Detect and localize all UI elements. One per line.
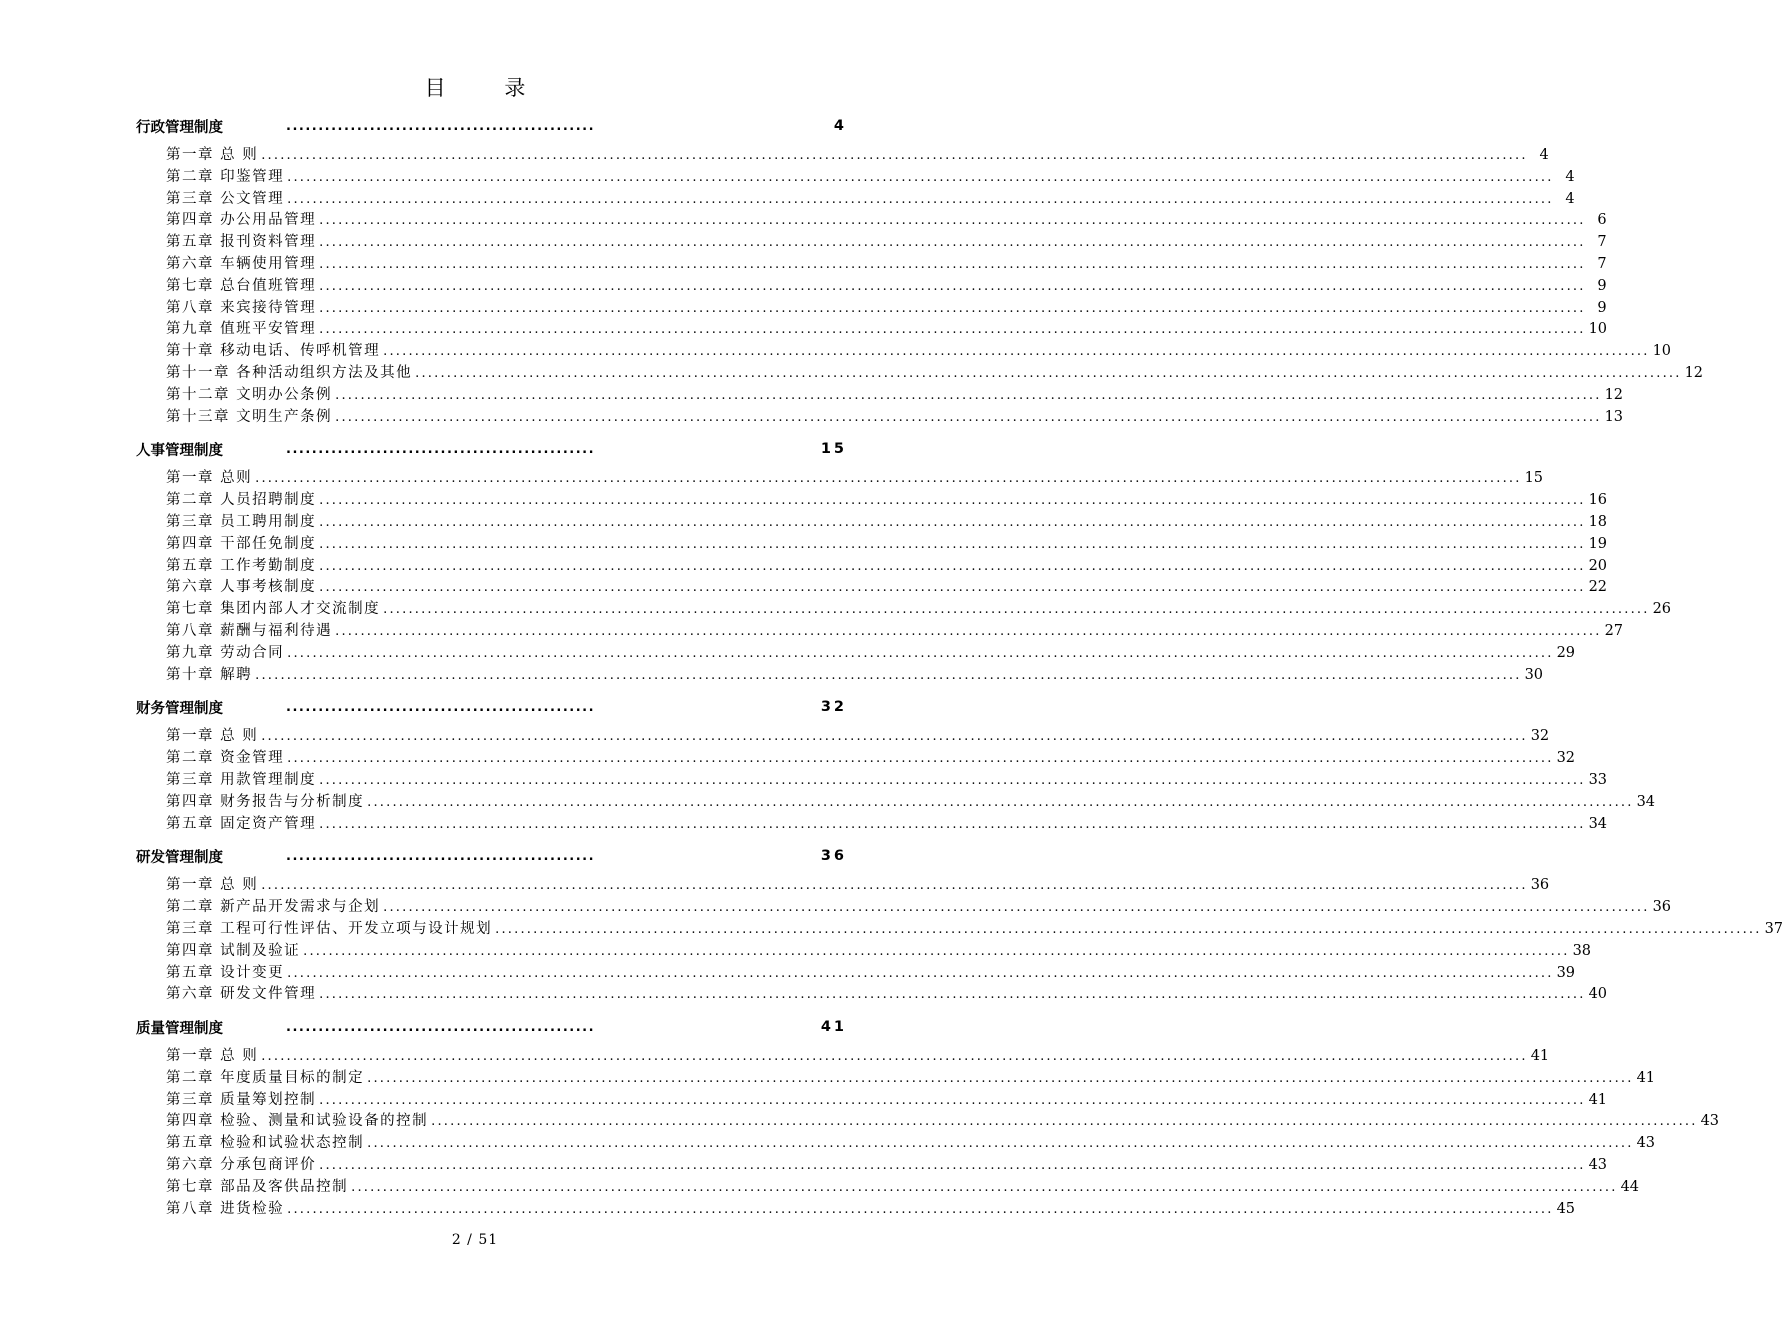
entry-page-number: 30: [1524, 666, 1544, 683]
dot-leader: ........................................................................................................................................................................................................: [319, 235, 1586, 251]
entry-page-number: 26: [1652, 601, 1672, 618]
toc-entry[interactable]: [136, 599, 1672, 621]
dot-leader: ........................................................................................................................................................................................................: [261, 729, 1528, 745]
toc-entry[interactable]: [136, 1111, 1720, 1133]
toc-entry[interactable]: [136, 814, 1608, 836]
toc-entry[interactable]: [136, 621, 1624, 643]
section-title: 行政管理制度: [136, 119, 223, 136]
dot-leader: ........................................................................................................................................................................................................: [287, 645, 1554, 661]
toc-entry[interactable]: [136, 1155, 1608, 1177]
entry-page-number: 44: [1620, 1178, 1640, 1195]
entry-title: 第四章 干部任免制度: [166, 535, 317, 552]
entry-title: 第一章 总则: [166, 470, 253, 487]
toc-entry[interactable]: [136, 512, 1608, 534]
entry-title: 第八章 薪酬与福利待遇: [166, 622, 333, 639]
entry-title: 第八章 进货检验: [166, 1200, 285, 1217]
dot-leader: ........................................................................................................................................................................................................: [319, 816, 1586, 832]
toc-entry[interactable]: [136, 189, 1575, 211]
toc-entry[interactable]: [136, 963, 1576, 985]
entry-page-number: 20: [1588, 557, 1608, 574]
entry-title: 第三章 员工聘用制度: [166, 513, 317, 530]
section-page-number: 32: [820, 699, 847, 716]
toc-entry[interactable]: [136, 941, 1592, 963]
dot-leader: ........................................................................................................................................................................................................: [255, 471, 1522, 487]
entry-title: 第一章 总 则: [166, 728, 259, 745]
dot-leader: ........................................................................................................................................................................................................: [319, 300, 1586, 316]
dot-leader: ........................................................................................................................................................................................................: [287, 965, 1554, 981]
section-title: 财务管理制度: [136, 700, 223, 717]
entry-page-number: 36: [1652, 899, 1672, 916]
page-title: 目 录: [424, 76, 552, 100]
dot-leader: ........................................................................................................................................................................................................: [319, 278, 1586, 294]
entry-page-number: 45: [1556, 1200, 1576, 1217]
entry-title: 第十章 移动电话、传呼机管理: [166, 343, 381, 360]
dot-leader: ........................................................................................................................................................................................................: [261, 1049, 1528, 1065]
page-number: 2 / 51: [451, 1232, 499, 1248]
entry-page-number: 10: [1588, 321, 1608, 338]
entry-page-number: 43: [1700, 1113, 1720, 1130]
section-page-number: 15: [820, 441, 847, 458]
dot-leader: ........................................................................................................................................................................................................: [261, 148, 1528, 163]
dot-leader: ........................................................................................................................................................................................................: [351, 1179, 1618, 1195]
dot-leader: ........................................................................................................................................................................................................: [319, 514, 1586, 530]
entry-page-number: 34: [1636, 793, 1656, 810]
entry-title: 第十章 解聘: [166, 666, 253, 683]
dot-leader: ........................................................................................................................................................................................................: [303, 943, 1570, 959]
section-page-number: 4: [833, 118, 847, 134]
entry-page-number: 33: [1588, 771, 1608, 788]
toc-entry-list: [136, 1046, 1720, 1220]
dot-leader: ........................................................................................................................................................................................................: [319, 987, 1586, 1003]
entry-page-number: 38: [1572, 942, 1592, 959]
toc-section-heading[interactable]: [136, 695, 847, 719]
dot-leader: ........................................................................................................................................................................................................: [287, 191, 1554, 207]
toc-entry[interactable]: [136, 643, 1576, 665]
dot-leader: ................................................: [286, 699, 596, 715]
entry-title: 第五章 固定资产管理: [166, 815, 317, 832]
toc-entry[interactable]: [136, 1133, 1656, 1155]
entry-page-number: 41: [1636, 1069, 1656, 1086]
toc-entry[interactable]: [136, 1046, 1550, 1068]
dot-leader: ........................................................................................................................................................................................................: [287, 751, 1554, 767]
entry-title: 第三章 用款管理制度: [166, 771, 317, 788]
entry-page-number: 9: [1597, 299, 1607, 316]
section-title: 质量管理制度: [136, 1020, 223, 1037]
dot-leader: ........................................................................................................................................................................................................: [431, 1114, 1698, 1130]
dot-leader: ........................................................................................................................................................................................................: [319, 772, 1586, 788]
toc-entry[interactable]: [136, 919, 1783, 941]
entry-page-number: 32: [1556, 750, 1576, 767]
toc-entry[interactable]: [136, 254, 1607, 276]
dot-leader: ........................................................................................................................................................................................................: [335, 623, 1602, 639]
entry-page-number: 18: [1588, 513, 1608, 530]
entry-page-number: 32: [1530, 728, 1550, 745]
toc-entry[interactable]: [136, 363, 1704, 385]
toc-section-heading[interactable]: [136, 844, 847, 868]
toc-entry-list: [136, 145, 1704, 428]
entry-title: 第六章 研发文件管理: [166, 986, 317, 1003]
dot-leader: ........................................................................................................................................................................................................: [287, 169, 1554, 185]
toc-entry-list: [136, 726, 1656, 835]
dot-leader: ........................................................................................................................................................................................................: [261, 878, 1528, 894]
entry-title: 第七章 集团内部人才交流制度: [166, 601, 381, 618]
entry-title: 第三章 工程可行性评估、开发立项与设计规划: [166, 920, 493, 937]
entry-page-number: 12: [1604, 386, 1624, 403]
entry-page-number: 13: [1604, 408, 1624, 425]
table-of-contents: [136, 114, 1783, 1229]
dot-leader: ........................................................................................................................................................................................................: [383, 602, 1650, 618]
section-title: 人事管理制度: [136, 442, 223, 459]
entry-title: 第七章 部品及客供品控制: [166, 1178, 349, 1195]
toc-entry[interactable]: [136, 984, 1608, 1006]
entry-page-number: 7: [1597, 255, 1607, 272]
section-page-number: 36: [820, 848, 847, 865]
dot-leader: ........................................................................................................................................................................................................: [319, 1158, 1586, 1174]
toc-entry[interactable]: [136, 1199, 1576, 1221]
dot-leader: ........................................................................................................................................................................................................: [367, 1070, 1634, 1086]
toc-entry[interactable]: [136, 407, 1624, 429]
entry-page-number: 12: [1684, 364, 1704, 381]
entry-page-number: 41: [1588, 1091, 1608, 1108]
toc-entry[interactable]: [136, 534, 1608, 556]
entry-title: 第四章 财务报告与分析制度: [166, 793, 365, 810]
entry-title: 第六章 人事考核制度: [166, 579, 317, 596]
toc-entry[interactable]: [136, 792, 1656, 814]
toc-entry-list: [136, 468, 1672, 686]
toc-entry[interactable]: [136, 1068, 1656, 1090]
dot-leader: ........................................................................................................................................................................................................: [255, 667, 1522, 683]
entry-page-number: 16: [1588, 492, 1608, 509]
toc-entry[interactable]: [136, 748, 1576, 770]
dot-leader: ........................................................................................................................................................................................................: [367, 1136, 1634, 1152]
dot-leader: ........................................................................................................................................................................................................: [319, 558, 1586, 574]
entry-title: 第五章 设计变更: [166, 964, 285, 981]
dot-leader: ........................................................................................................................................................................................................: [319, 256, 1586, 272]
entry-title: 第五章 工作考勤制度: [166, 557, 317, 574]
dot-leader: ........................................................................................................................................................................................................: [319, 536, 1586, 552]
toc-entry-list: [136, 875, 1783, 1006]
entry-page-number: 40: [1588, 986, 1608, 1003]
entry-page-number: 43: [1588, 1157, 1608, 1174]
dot-leader: ........................................................................................................................................................................................................: [383, 900, 1650, 916]
toc-entry[interactable]: [136, 726, 1550, 748]
toc-entry[interactable]: [136, 167, 1575, 189]
entry-title: 第二章 印鉴管理: [166, 168, 285, 185]
entry-page-number: 39: [1556, 964, 1576, 981]
entry-title: 第一章 总 则: [166, 147, 259, 163]
entry-title: 第十三章 文明生产条例: [166, 408, 333, 425]
toc-entry[interactable]: [136, 468, 1544, 490]
dot-leader: ........................................................................................................................................................................................................: [319, 1092, 1586, 1108]
toc-entry[interactable]: [136, 490, 1608, 512]
dot-leader: ........................................................................................................................................................................................................: [319, 322, 1586, 338]
entry-title: 第二章 资金管理: [166, 750, 285, 767]
section-title: 研发管理制度: [136, 849, 223, 866]
entry-page-number: 34: [1588, 815, 1608, 832]
entry-title: 第四章 试制及验证: [166, 942, 301, 959]
dot-leader: ........................................................................................................................................................................................................: [335, 409, 1602, 425]
dot-leader: ........................................................................................................................................................................................................: [415, 365, 1682, 381]
toc-entry[interactable]: [136, 298, 1607, 320]
dot-leader: ................................................: [286, 441, 596, 457]
section-page-number: 41: [820, 1019, 847, 1036]
entry-title: 第十一章 各种活动组织方法及其他: [166, 364, 413, 381]
entry-page-number: 15: [1524, 470, 1544, 487]
dot-leader: ................................................: [286, 848, 596, 864]
dot-leader: ........................................................................................................................................................................................................: [319, 580, 1586, 596]
dot-leader: ........................................................................................................................................................................................................: [319, 213, 1586, 229]
entry-title: 第九章 劳动合同: [166, 644, 285, 661]
dot-leader: ........................................................................................................................................................................................................: [383, 344, 1650, 360]
entry-title: 第四章 检验、测量和试验设备的控制: [166, 1113, 429, 1130]
entry-page-number: 10: [1652, 343, 1672, 360]
entry-title: 第五章 报刊资料管理: [166, 234, 317, 251]
entry-page-number: 9: [1597, 277, 1607, 294]
entry-title: 第五章 检验和试验状态控制: [166, 1135, 365, 1152]
dot-leader: ........................................................................................................................................................................................................: [367, 794, 1634, 810]
entry-title: 第四章 办公用品管理: [166, 212, 317, 229]
toc-entry[interactable]: [136, 385, 1624, 407]
entry-page-number: 22: [1588, 579, 1608, 596]
entry-page-number: 29: [1556, 644, 1576, 661]
entry-page-number: 41: [1530, 1048, 1550, 1065]
entry-title: 第三章 公文管理: [166, 190, 285, 207]
dot-leader: ........................................................................................................................................................................................................: [495, 921, 1762, 937]
dot-leader: ........................................................................................................................................................................................................: [287, 1201, 1554, 1217]
dot-leader: ................................................: [286, 1019, 596, 1035]
entry-title: 第八章 来宾接待管理: [166, 299, 317, 316]
toc-entry[interactable]: [136, 556, 1608, 578]
entry-page-number: 4: [1565, 190, 1575, 207]
toc-entry[interactable]: [136, 577, 1608, 599]
entry-title: 第二章 新产品开发需求与企划: [166, 899, 381, 916]
entry-title: 第三章 质量筹划控制: [166, 1091, 317, 1108]
toc-section-heading[interactable]: [136, 114, 847, 138]
toc-entry[interactable]: [136, 341, 1672, 363]
toc-entry[interactable]: [136, 770, 1608, 792]
dot-leader: ........................................................................................................................................................................................................: [319, 493, 1586, 509]
toc-entry[interactable]: [136, 1177, 1640, 1199]
toc-entry[interactable]: [136, 232, 1607, 254]
entry-title: 第七章 总台值班管理: [166, 277, 317, 294]
entry-title: 第二章 人员招聘制度: [166, 492, 317, 509]
entry-page-number: 37: [1764, 920, 1783, 937]
entry-page-number: 43: [1636, 1135, 1656, 1152]
dot-leader: ................................................: [286, 118, 596, 134]
toc-entry[interactable]: [136, 897, 1672, 919]
toc-entry[interactable]: [136, 145, 1549, 167]
toc-entry[interactable]: [136, 875, 1550, 897]
entry-title: 第二章 年度质量目标的制定: [166, 1069, 365, 1086]
toc-section-heading[interactable]: [136, 437, 847, 461]
entry-title: 第六章 车辆使用管理: [166, 255, 317, 272]
dot-leader: ........................................................................................................................................................................................................: [335, 387, 1602, 403]
entry-page-number: 6: [1597, 212, 1607, 229]
entry-page-number: 19: [1588, 535, 1608, 552]
entry-page-number: 7: [1597, 234, 1607, 251]
entry-title: 第一章 总 则: [166, 1048, 259, 1065]
entry-title: 第一章 总 则: [166, 877, 259, 894]
entry-page-number: 4: [1565, 168, 1575, 185]
entry-page-number: 27: [1604, 622, 1624, 639]
toc-entry[interactable]: [136, 210, 1607, 232]
entry-title: 第十二章 文明办公条例: [166, 386, 333, 403]
entry-title: 第九章 值班平安管理: [166, 321, 317, 338]
toc-entry[interactable]: [136, 319, 1608, 341]
toc-entry[interactable]: [136, 276, 1607, 298]
toc-entry[interactable]: [136, 665, 1544, 687]
toc-section-heading[interactable]: [136, 1015, 847, 1039]
entry-page-number: 36: [1530, 877, 1550, 894]
toc-entry[interactable]: [136, 1090, 1608, 1112]
entry-page-number: 4: [1539, 147, 1549, 163]
entry-title: 第六章 分承包商评价: [166, 1157, 317, 1174]
